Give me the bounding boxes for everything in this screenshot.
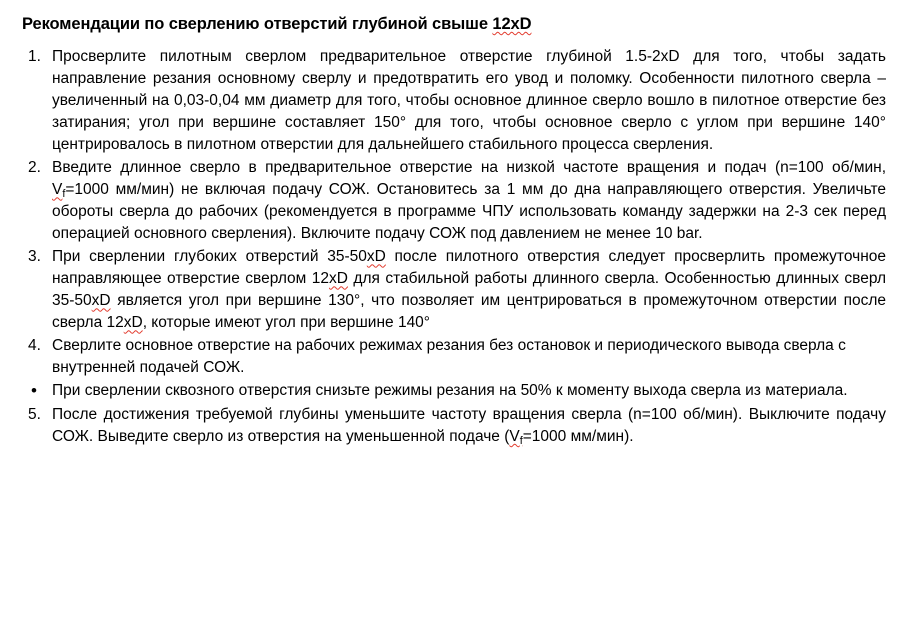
list-item-marker: 5. — [28, 406, 41, 424]
list-item-text: При сверлении глубоких отверстий 35-50xD после пилотного отверстия следует просверлить промежуточное направляющее отверстие сверлом 12xD для стабильной работы длинного сверла. Особенностью длинных сверл 35-50xD является угол при вершине 130°, что позволяет им центрироваться в промежуточном отверстии после сверла 12xD, которые имеют угол при вершине 140° — [52, 248, 886, 332]
list-item-marker: 1. — [28, 48, 41, 66]
list-item-marker: 2. — [28, 159, 41, 177]
list-item — [22, 46, 886, 156]
page-title — [22, 14, 886, 35]
spellcheck-word: $V_f$ — [52, 181, 66, 201]
list-item-text: Сверлите основное отверстие на рабочих режимах резания без остановок и периодического вывода сверла с внутренней подачей СОЖ. — [52, 337, 846, 377]
spellcheck-word: 12xD — [492, 15, 532, 33]
list-item-text: Введите длинное сверло в предварительное отверстие на низкой частоте вращения и подач (n=100 об/мин, $V_f=1000$ мм/мин) не включая подачу СОЖ. Остановитесь за 1 мм до дна направляющего отверстия. Увеличьте обороты сверла до рабочих (рекомендуется в программе ЧПУ использовать команду задержки на 2-3 сек перед операцией основного сверления). Включите подачу СОЖ под давлением не менее 10 bar. — [52, 159, 886, 243]
list-item-marker: 3. — [28, 248, 41, 266]
list-item-text: После достижения требуемой глубины уменьшите частоту вращения сверла (n=100 об/мин). Выключите подачу СОЖ. Выведите сверло из отверстия на уменьшенной подаче ($V_f=1000$ мм/мин). — [52, 406, 886, 448]
spellcheck-word: xD — [366, 248, 386, 266]
list-item-marker: • — [31, 381, 37, 401]
spellcheck-word: xD — [329, 270, 348, 288]
recommendation-list — [22, 46, 886, 448]
spellcheck-word: xD — [91, 292, 111, 310]
list-item — [22, 246, 886, 334]
list-item-bullet — [22, 380, 886, 403]
spellcheck-word: $V_f$ — [509, 428, 523, 448]
list-item-text: Просверлите пилотным сверлом предварительное отверстие глубиной 1.5-2xD для того, чтобы задать направление резания основному сверлу и предотвратить его увод и поломку. Особенности пилотного сверла – увеличенный на 0,03-0,04 мм диаметр для того, чтобы основное длинное сверло вошло в пилотное отверстие без затирания; угол при вершине составляет 150° для того, чтобы основное сверло с углом при вершине 140° центрировалось в пилотном отверстии для дальнейшего стабильного процесса сверления. — [52, 48, 886, 154]
list-item — [22, 157, 886, 245]
list-item-text: При сверлении сквозного отверстия снизьте режимы резания на 50% к моменту выхода сверла из материала. — [52, 382, 848, 400]
list-item — [22, 404, 886, 448]
page-title-text: Рекомендации по сверлению отверстий глубиной свыше 12xD — [22, 15, 532, 33]
list-item-marker: 4. — [28, 337, 41, 355]
spellcheck-word: xD — [123, 314, 143, 332]
list-item — [22, 335, 886, 379]
